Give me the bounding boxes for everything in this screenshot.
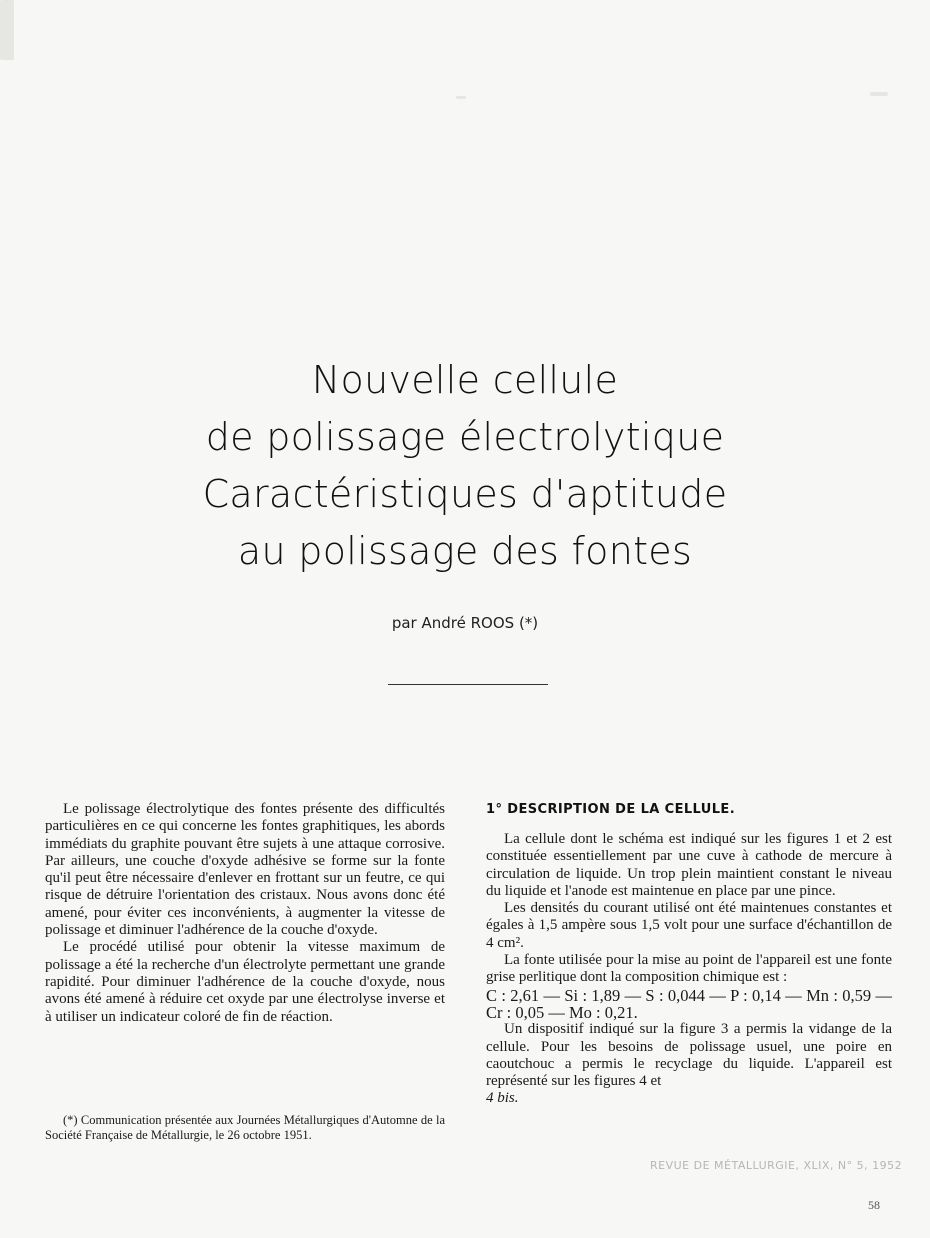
title-line: Nouvelle cellule [311,358,619,402]
body-paragraph: Un dispositif indiqué sur la figure 3 a permis la vidange de la cellule. Pour les besoins de polissage usuel, une poire en caoutchouc a permis le recyclage du liquide. L'appareil est représenté sur les figures 4 et [486,1021,892,1090]
article-title [0,352,930,580]
body-paragraph: Les densités du courant utilisé ont été maintenues constantes et égales à 1,5 ampère sous 1,5 volt pour une surface d'échantillon de 4 cm². [486,900,892,951]
body-paragraph: La cellule dont le schéma est indiqué sur les figures 1 et 2 est constituée essentiellement par une cuve à cathode de mercure à circulation de liquide. Un trop plein maintient constant le niveau du liquide et l'anode est maintenue en place par une pince. [486,831,892,899]
scan-mark [0,0,14,60]
title-line: de polissage électrolytique [205,415,725,459]
page-number: 58 [868,1198,880,1212]
footnote-text: (*) Communication présentée aux Journées Métallurgiques d'Automne de la Société Française de Métallurgie, le 26 octobre 1951. [45,1113,445,1142]
body-paragraph: La fonte utilisée pour la mise au point de l'appareil est une fonte grise perlitique dont la composition chimique est : [486,952,892,986]
chemical-composition: C : 2,61 — Si : 1,89 — S : 0,044 — P : 0,14 — Mn : 0,59 — Cr : 0,05 — Mo : 0,21. [486,985,892,1022]
title-line: Caractéristiques d'aptitude [202,472,728,516]
title-divider [388,684,548,685]
body-paragraph-end [486,1090,892,1107]
author-byline: par André ROOS (*) [391,614,539,632]
left-column [45,801,445,1026]
footnote [45,1113,445,1143]
scan-mark [870,92,888,96]
scan-mark [456,96,466,99]
body-paragraph: Le procédé utilisé pour obtenir la vitesse maximum de polissage a été la recherche d'un électrolyte permettant une grande rapidité. Pour diminuer l'adhérence de la couche d'oxyde, nous avons été amené à réduire cet oxyde par une électrolyse inverse et à utiliser un indicateur coloré de fin de réaction. [45,939,445,1025]
body-text-end: 4 bis. [486,1090,519,1107]
title-line: au polissage des fontes [237,529,693,573]
right-column [486,831,892,1108]
journal-footer: REVUE DE MÉTALLURGIE, XLIX, N° 5, 1952 [650,1159,903,1172]
section-heading: 1° DESCRIPTION DE LA CELLULE. [486,802,736,817]
body-paragraph: Le polissage électrolytique des fontes présente des difficultés particulières en ce qui concerne les fontes graphitiques, les abords immédiats du graphite pouvant être sujets à une attaque corrosive. Par ailleurs, une couche d'oxyde adhésive se forme sur la fonte qu'il peut être nécessaire d'enlever en frottant sur un feutre, ce qui risque de détruire l'orientation des cristaux. Nous avons donc été amené, pour éviter ces inconvénients, à augmenter la vitesse de polissage et diminuer l'adhérence de la couche d'oxyde. [45,801,445,939]
